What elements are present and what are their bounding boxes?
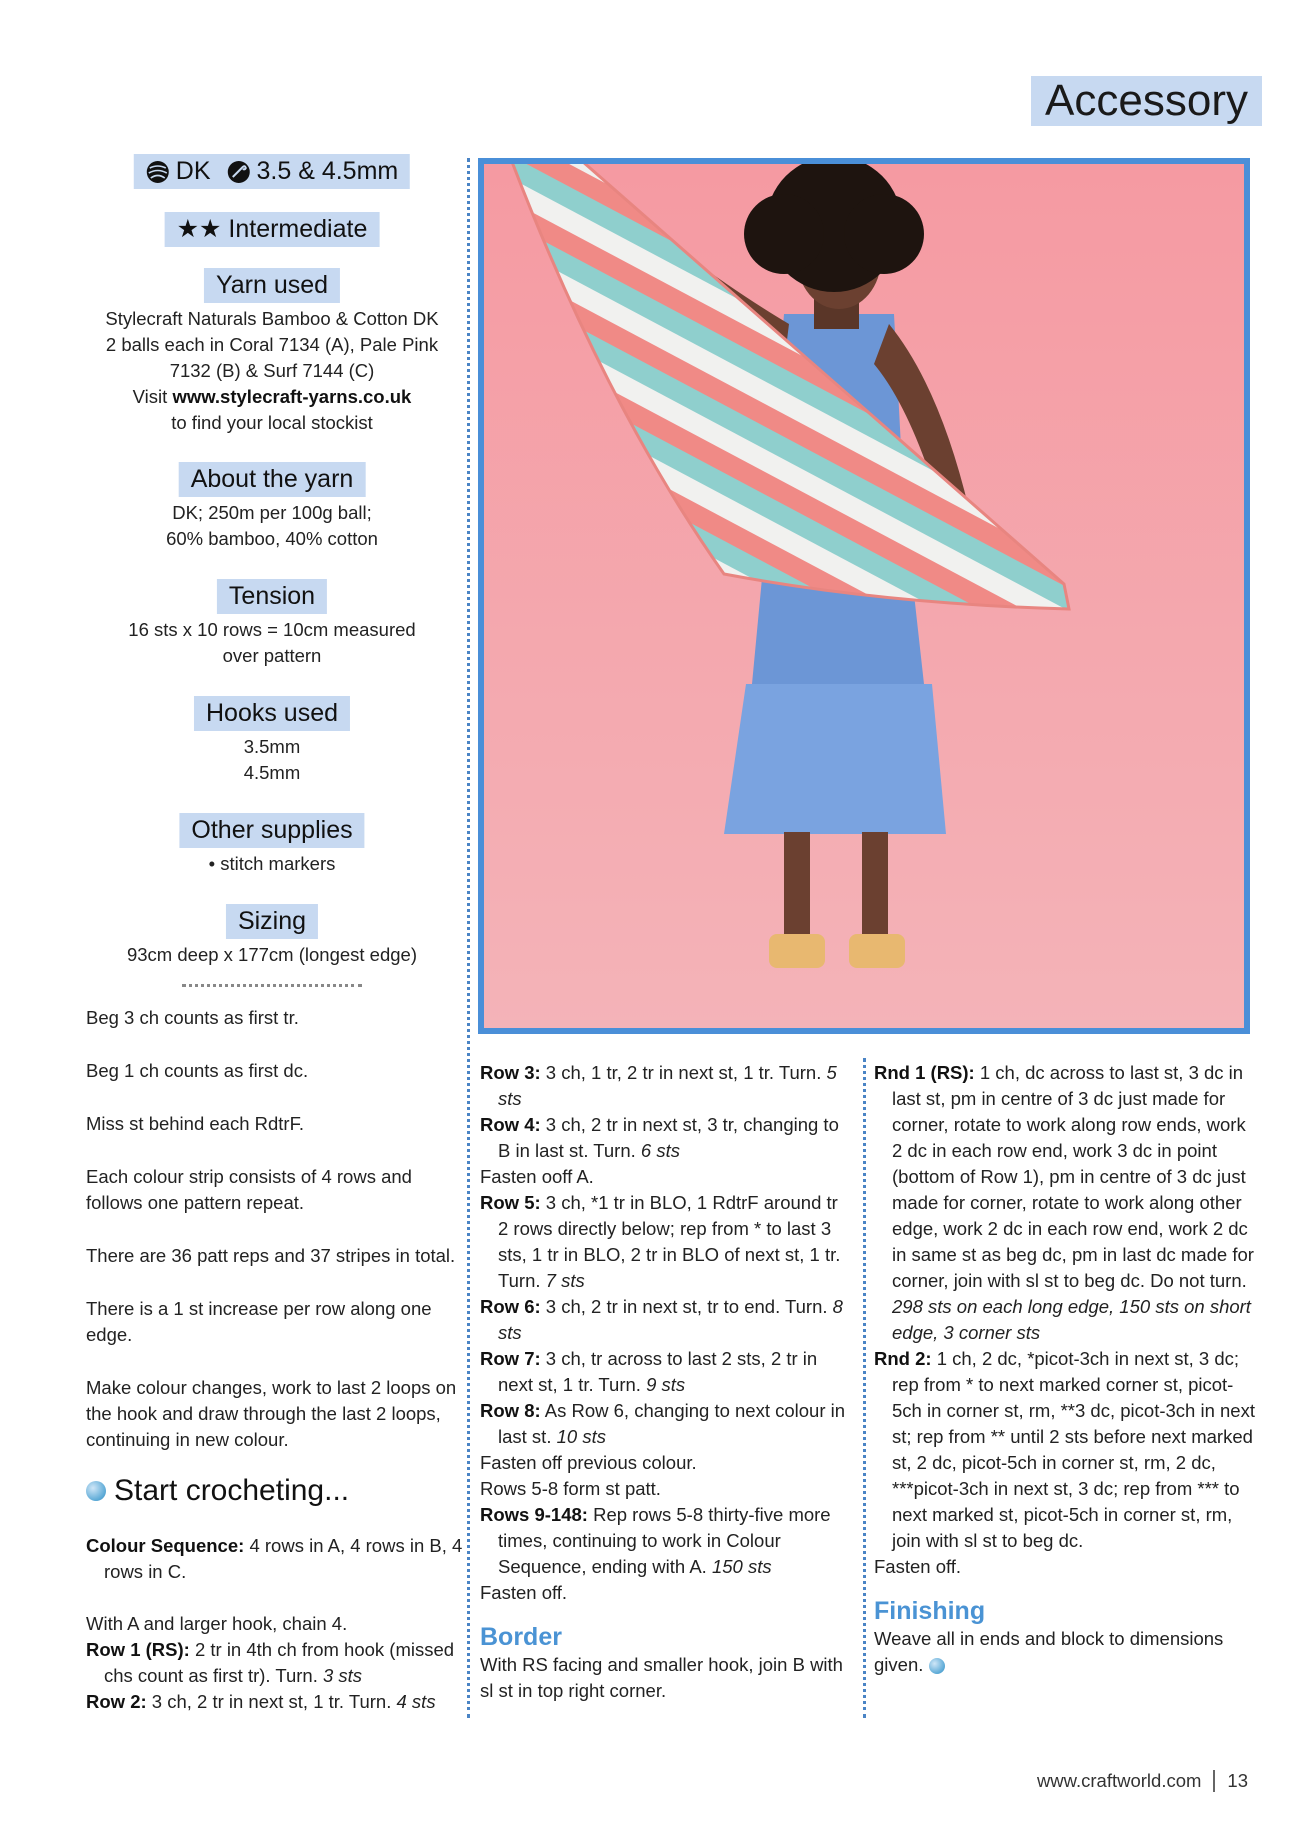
rows9-text: Rep rows 5-8 thirty-five more times, continuing to work in Colour Sequence, ending with A. <box>498 1504 831 1577</box>
tension-info <box>86 617 458 669</box>
row5-count: 7 sts <box>545 1270 585 1291</box>
page-footer <box>1037 1770 1248 1792</box>
difficulty-pill: ★★ Intermediate <box>165 212 380 247</box>
rnd2-label: Rnd 2: <box>874 1348 932 1369</box>
tension-line: 16 sts x 10 rows = 10cm measured <box>128 619 416 640</box>
row8-label: Row 8: <box>480 1400 541 1421</box>
row6-count: 8 sts <box>498 1296 843 1343</box>
yarn-weight: DK <box>175 157 211 185</box>
rows9-count: 150 sts <box>711 1556 772 1577</box>
column-divider <box>863 1058 866 1718</box>
rnd1-count: 298 sts on each long edge, 150 sts on short edge, 3 corner sts <box>892 1296 1251 1343</box>
stockist-line: to find your local stockist <box>171 412 373 433</box>
row2-label: Row 2: <box>86 1691 147 1712</box>
tension-heading: Tension <box>217 579 327 614</box>
row7-count: 9 sts <box>646 1374 686 1395</box>
dotted-divider <box>182 984 362 987</box>
about-yarn-info <box>86 500 458 552</box>
hooks-info <box>86 734 458 786</box>
stylecraft-link[interactable]: www.stylecraft-yarns.co.uk <box>172 386 412 407</box>
note: Beg 3 ch counts as first tr. <box>86 1007 299 1028</box>
page-number: 13 <box>1227 1770 1248 1791</box>
row1-count: 3 sts <box>322 1665 363 1686</box>
note: Make colour changes, work to last 2 loops on the hook and draw through the last 2 loops, continuing in new colour. <box>86 1377 457 1450</box>
row3-label: Row 3: <box>480 1062 541 1083</box>
row2-count: 4 sts <box>396 1691 436 1712</box>
footer-site-link[interactable]: www.craftworld.com <box>1036 1770 1202 1791</box>
spec-pill <box>134 154 410 189</box>
border-text: With RS facing and smaller hook, join B with sl st in top right corner. <box>480 1654 843 1701</box>
fasten-off-previous: Fasten off previous colour. <box>480 1452 697 1473</box>
row4-text: 3 ch, 2 tr in next st, 3 tr, changing to B in last st. Turn. <box>498 1114 839 1161</box>
row7-label: Row 7: <box>480 1348 541 1369</box>
yarn-ball-icon <box>86 1481 106 1501</box>
hook-icon <box>227 160 251 184</box>
yarn-used-info <box>86 306 458 436</box>
yarn-ball-icon <box>146 160 170 184</box>
row8-count: 10 sts <box>556 1426 606 1447</box>
model-illustration <box>484 164 1244 1028</box>
row4-label: Row 4: <box>480 1114 541 1135</box>
row1-text: 2 tr in 4th ch from hook (missed chs count as first tr). Turn. <box>104 1639 455 1686</box>
fasten-off: Fasten off. <box>480 1582 568 1603</box>
fasten-off-a: Fasten ooff A. <box>480 1166 594 1187</box>
note: There are 36 patt reps and 37 stripes in total. <box>86 1245 456 1266</box>
supplies-item: stitch markers <box>220 853 336 874</box>
column-divider <box>467 158 470 1718</box>
rnd1-text: 1 ch, dc across to last st, 3 dc in last st, pm in centre of 3 dc just made for corner, rotate to work along row ends, work 2 dc in each row end, work 3 dc in point (bottom of Row 1), pm in centre of 3 dc just made for corner, rotate to work along other edge, work 2 dc in each row end, work 2 dc in same st as beg dc, pm in last dc made for corner, join with sl st to beg dc. Do not turn. <box>892 1062 1254 1291</box>
shawl-photo <box>478 158 1250 1034</box>
section-tag: Accessory <box>1031 76 1262 126</box>
row7-text: 3 ch, tr across to last 2 sts, 2 tr in next st, 1 tr. Turn. <box>498 1348 818 1395</box>
finishing-text: Weave all in ends and block to dimensions given. <box>874 1628 1224 1675</box>
sizing-info: 93cm deep x 177cm (longest edge) <box>126 944 417 965</box>
footer-divider <box>1213 1770 1215 1792</box>
about-yarn-heading: About the yarn <box>179 462 366 497</box>
yarn-line: 7132 (B) & Surf 7144 (C) <box>169 360 375 381</box>
note: Miss st behind each RdtrF. <box>86 1113 304 1134</box>
start-heading-text: Start crocheting... <box>114 1474 350 1507</box>
row1-label: Row 1 (RS): <box>86 1639 190 1660</box>
about-line: DK; 250m per 100g ball; <box>172 502 372 523</box>
hook-line: 4.5mm <box>243 762 301 783</box>
start-crocheting-heading <box>86 1474 349 1508</box>
pattern-notes <box>86 1005 458 1480</box>
border-heading: Border <box>480 1623 562 1651</box>
colour-seq-label: Colour Sequence: <box>86 1535 245 1556</box>
sizing-heading: Sizing <box>226 904 318 939</box>
rnd2-text: 1 ch, 2 dc, *picot-3ch in next st, 3 dc; rep from * to next marked corner st, picot-5ch in corner st, rm, **3 dc, picot-3ch in next st; rep from ** until 2 sts before next marked st, 2 dc, picot-5ch in corner st, rm, 2 dc, ***picot-3ch in next st, 3 dc; rep from *** to next marked st, picot-5ch in corner st, rm, join with sl st to beg dc. <box>892 1348 1255 1551</box>
hooks-heading: Hooks used <box>194 696 350 731</box>
yarn-line: Stylecraft Naturals Bamboo & Cotton DK <box>105 308 439 329</box>
row2-text: 3 ch, 2 tr in next st, 1 tr. Turn. <box>146 1691 397 1712</box>
rows-5-8-note: Rows 5-8 form st patt. <box>480 1478 661 1499</box>
row3-count: 5 sts <box>498 1062 837 1109</box>
row5-label: Row 5: <box>480 1192 541 1213</box>
row8-text: As Row 6, changing to next colour in last st. <box>498 1400 846 1447</box>
supplies-heading: Other supplies <box>179 813 364 848</box>
colour-seq-text: 4 rows in A, 4 rows in B, 4 rows in C. <box>104 1535 463 1582</box>
row3-text: 3 ch, 1 tr, 2 tr in next st, 1 tr. Turn. <box>540 1062 827 1083</box>
about-line: 60% bamboo, 40% cotton <box>166 528 378 549</box>
rnd1-label: Rnd 1 (RS): <box>874 1062 975 1083</box>
bullet-icon: • <box>208 853 221 874</box>
tension-line: over pattern <box>222 645 322 666</box>
chain-text: With A and larger hook, chain 4. <box>86 1613 348 1634</box>
middle-instructions <box>480 1060 850 1704</box>
rows9-label: Rows 9-148: <box>480 1504 588 1525</box>
note: Beg 1 ch counts as first dc. <box>86 1060 309 1081</box>
row5-text: 3 ch, *1 tr in BLO, 1 RdtrF around tr 2 rows directly below; rep from * to last 3 sts, 1 tr in BLO, 2 tr in BLO of next st, 1 tr. Turn. <box>498 1192 841 1291</box>
left-instructions <box>86 1533 466 1715</box>
yarn-ball-icon <box>929 1658 945 1674</box>
right-instructions <box>874 1060 1256 1678</box>
note: Each colour strip consists of 4 rows and follows one pattern repeat. <box>86 1166 412 1213</box>
finishing-heading: Finishing <box>874 1597 986 1625</box>
yarn-used-heading: Yarn used <box>204 268 340 303</box>
note: There is a 1 st increase per row along one edge. <box>86 1298 432 1345</box>
row6-text: 3 ch, 2 tr in next st, tr to end. Turn. <box>540 1296 833 1317</box>
row4-count: 6 sts <box>640 1140 680 1161</box>
hook-line: 3.5mm <box>243 736 301 757</box>
hook-sizes: 3.5 & 4.5mm <box>256 157 399 185</box>
supplies-info <box>86 851 458 877</box>
row6-label: Row 6: <box>480 1296 541 1317</box>
fasten-off: Fasten off. <box>874 1556 962 1577</box>
visit-prefix: Visit <box>132 386 173 407</box>
yarn-line: 2 balls each in Coral 7134 (A), Pale Pink <box>105 334 439 355</box>
